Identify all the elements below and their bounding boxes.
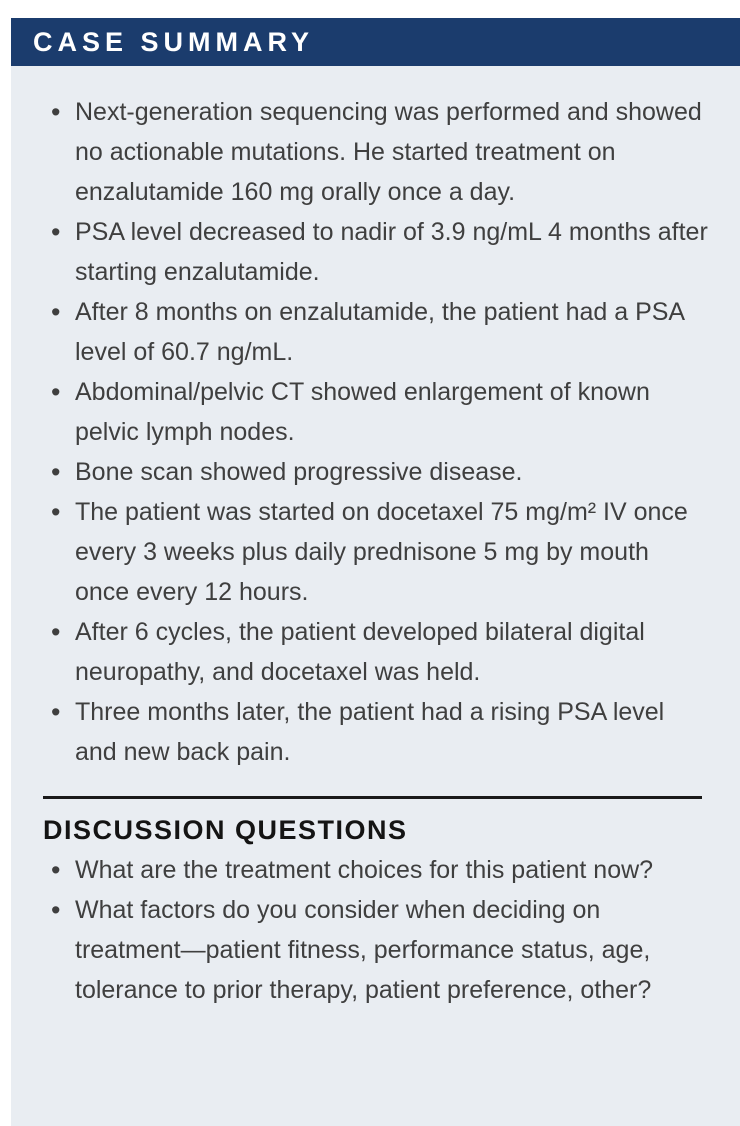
list-item: • Abdominal/pelvic CT showed enlargement of known pelvic lymph nodes. xyxy=(51,372,708,452)
list-item: • Next-generation sequencing was performed and showed no actionable mutations. He started treatment on enzalutamide 160 mg orally once a day. xyxy=(51,92,708,212)
case-summary-header xyxy=(11,18,740,66)
list-item: • Three months later, the patient had a rising PSA level and new back pain. xyxy=(51,692,708,772)
case-summary-body xyxy=(11,66,740,1126)
discussion-questions-list xyxy=(41,850,708,1010)
case-summary-box xyxy=(11,18,740,1126)
list-item: • After 6 cycles, the patient developed bilateral digital neuropathy, and docetaxel was held. xyxy=(51,612,708,692)
section-divider xyxy=(43,796,702,799)
list-item: • What factors do you consider when deciding on treatment—patient fitness, performance status, age, tolerance to prior therapy, patient preference, other? xyxy=(51,890,708,1010)
discussion-questions-title: DISCUSSION QUESTIONS xyxy=(43,815,408,845)
case-summary-list xyxy=(41,92,708,772)
list-item: • What are the treatment choices for this patient now? xyxy=(51,850,708,890)
list-item: • Bone scan showed progressive disease. xyxy=(51,452,708,492)
case-summary-title: CASE SUMMARY xyxy=(33,26,315,57)
list-item: • The patient was started on docetaxel 75 mg/m² IV once every 3 weeks plus daily prednisone 5 mg by mouth once every 12 hours. xyxy=(51,492,708,612)
list-item: • PSA level decreased to nadir of 3.9 ng/mL 4 months after starting enzalutamide. xyxy=(51,212,708,292)
list-item: • After 8 months on enzalutamide, the patient had a PSA level of 60.7 ng/mL. xyxy=(51,292,708,372)
